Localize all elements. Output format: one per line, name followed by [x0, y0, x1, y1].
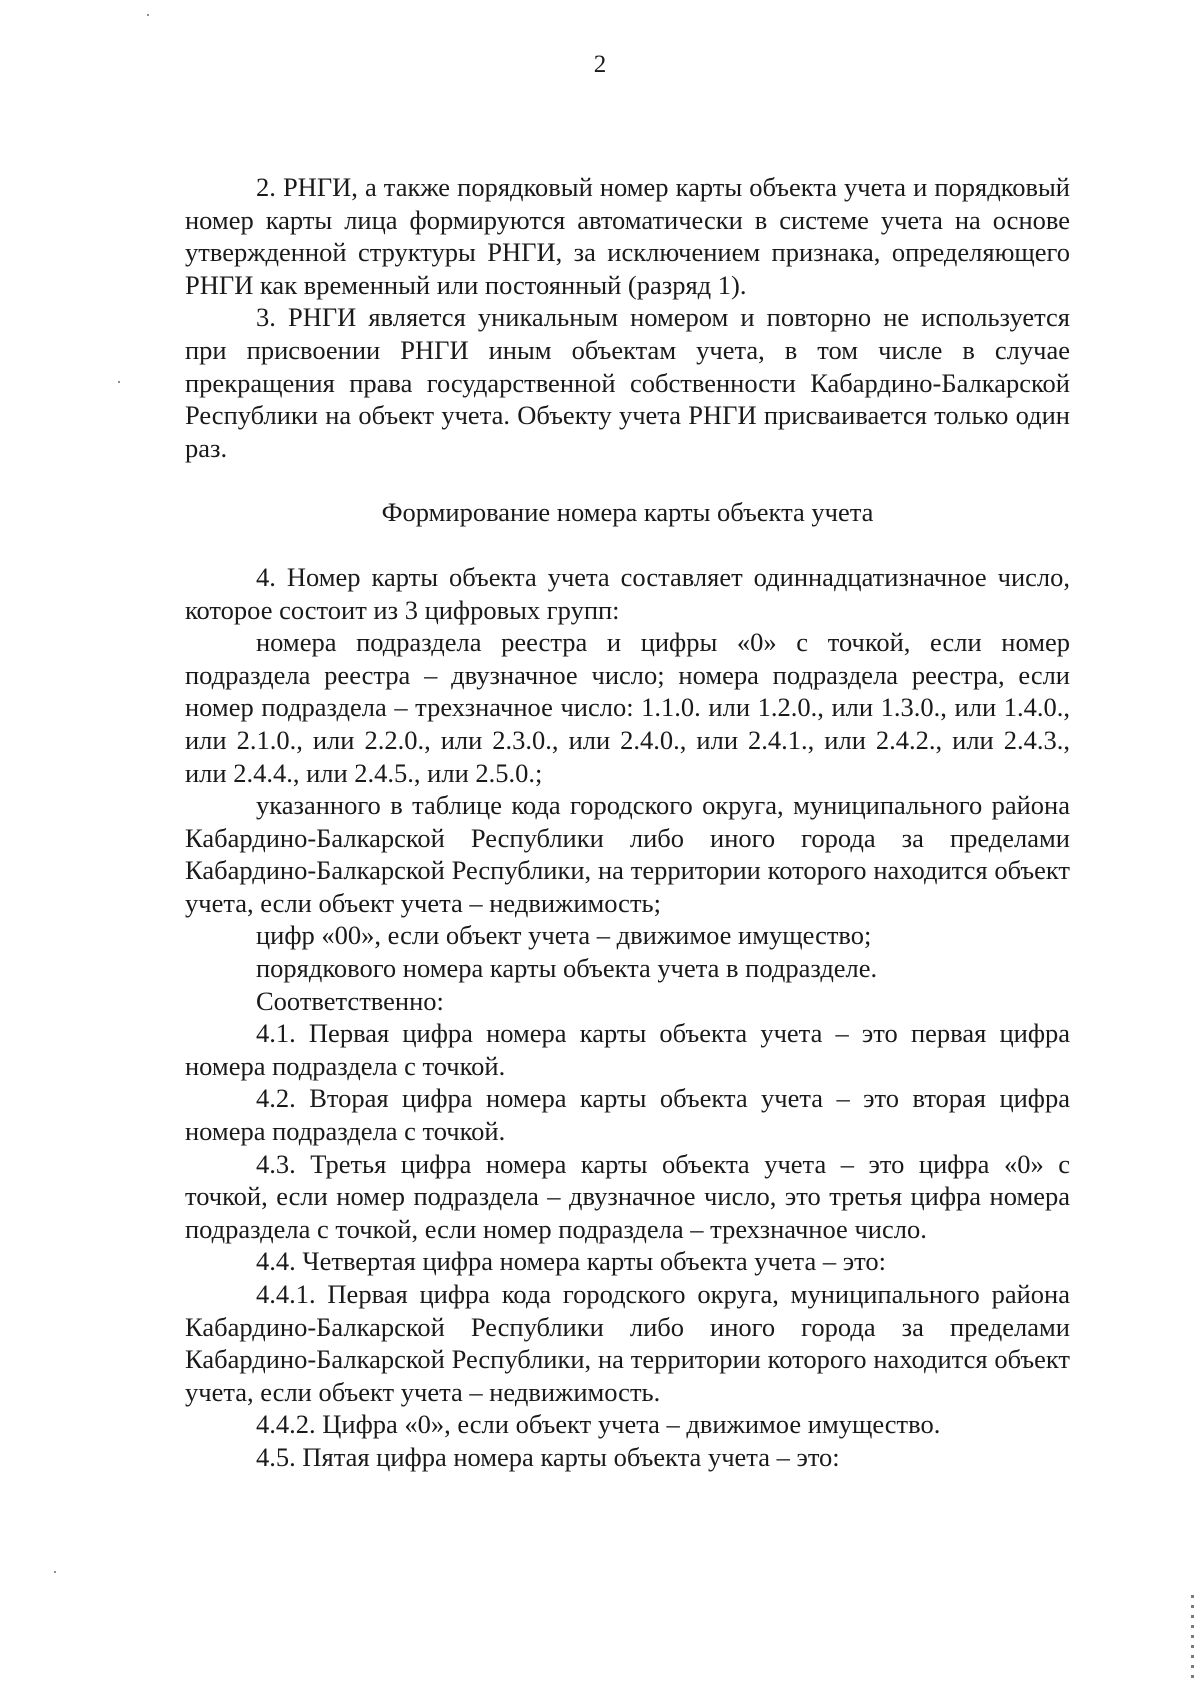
scan-speck: [54, 1571, 56, 1573]
paragraph-4-3: 4.3. Третья цифра номера карты объекта учета – это цифра «0» с точкой, если номер подраздела – двузначное число, это третья цифра номера подраздела с точкой, если номер подраздела – трехзначное число.: [185, 1148, 1070, 1244]
paragraph-4-group-1: номера подраздела реестра и цифры «0» с точкой, если номер подраздела реестра – двузначное число; номера подраздела реестра, если номер подраздела – трехзначное число: 1.1.0. или 1.2.0., или 1.3.0., или 1.4.0., или 2.1.0., или 2.2.0., или 2.3.0., или 2.4.0., или 2.4.1., или 2.4.2., или 2.4.3., или 2.4.4., или 2.4.5., или 2.5.0.;: [185, 627, 1070, 788]
paragraph-4-group-3: порядкового номера карты объекта учета в подразделе.: [256, 953, 878, 984]
paragraph-4: 4. Номер карты объекта учета составляет одиннадцатизначное число, которое состоит из 3 цифровых групп:: [185, 561, 1070, 625]
paragraph-4-1: 4.1. Первая цифра номера карты объекта учета – это первая цифра номера подраздела с точкой.: [185, 1018, 1070, 1081]
document-body: [185, 171, 1070, 1474]
scan-edge-marks: [1191, 1595, 1194, 1685]
section-heading: Формирование номера карты объекта учета: [381, 497, 874, 528]
paragraph-4-4-1: 4.4.1. Первая цифра кода городского округа, муниципального района Кабардино-Балкарской Республики либо иного города за пределами Кабардино-Балкарской Республики, на территории которого находится объект учета, если объект учета – недвижимость.: [185, 1279, 1070, 1407]
paragraph-3: 3. РНГИ является уникальным номером и повторно не используется при присвоении РНГИ иным объектам учета, в том числе в случае прекращения права государственной собственности Кабардино-Балкарской Республики на объект учета. Объекту учета РНГИ присваивается только один раз.: [185, 302, 1070, 463]
paragraph-accordingly: Соответственно:: [256, 985, 444, 1016]
paragraph-4-4: 4.4. Четвертая цифра номера карты объекта учета – это:: [256, 1246, 886, 1277]
paragraph-4-2: 4.2. Вторая цифра номера карты объекта учета – это вторая цифра номера подраздела с точкой.: [185, 1083, 1070, 1147]
scan-speck: [118, 381, 120, 383]
page-number: 2: [593, 51, 607, 78]
paragraph-4-5: 4.5. Пятая цифра номера карты объекта учета – это:: [256, 1441, 840, 1472]
paragraph-4-movable: цифр «00», если объект учета – движимое имущество;: [256, 920, 872, 951]
paragraph-4-4-2: 4.4.2. Цифра «0», если объект учета – движимое имущество.: [256, 1409, 941, 1440]
paragraph-2: 2. РНГИ, а также порядковый номер карты объекта учета и порядковый номер карты лица формируются автоматически в системе учета на основе утвержденной структуры РНГИ, за исключением признака, определяющего РНГИ как временный или постоянный (разряд 1).: [185, 172, 1070, 300]
paragraph-4-group-2: указанного в таблице кода городского округа, муниципального района Кабардино-Балкарской Республики либо иного города за пределами Кабардино-Балкарской Республики, на территории которого находится объект учета, если объект учета – недвижимость;: [185, 790, 1070, 918]
scan-speck: [147, 14, 149, 16]
